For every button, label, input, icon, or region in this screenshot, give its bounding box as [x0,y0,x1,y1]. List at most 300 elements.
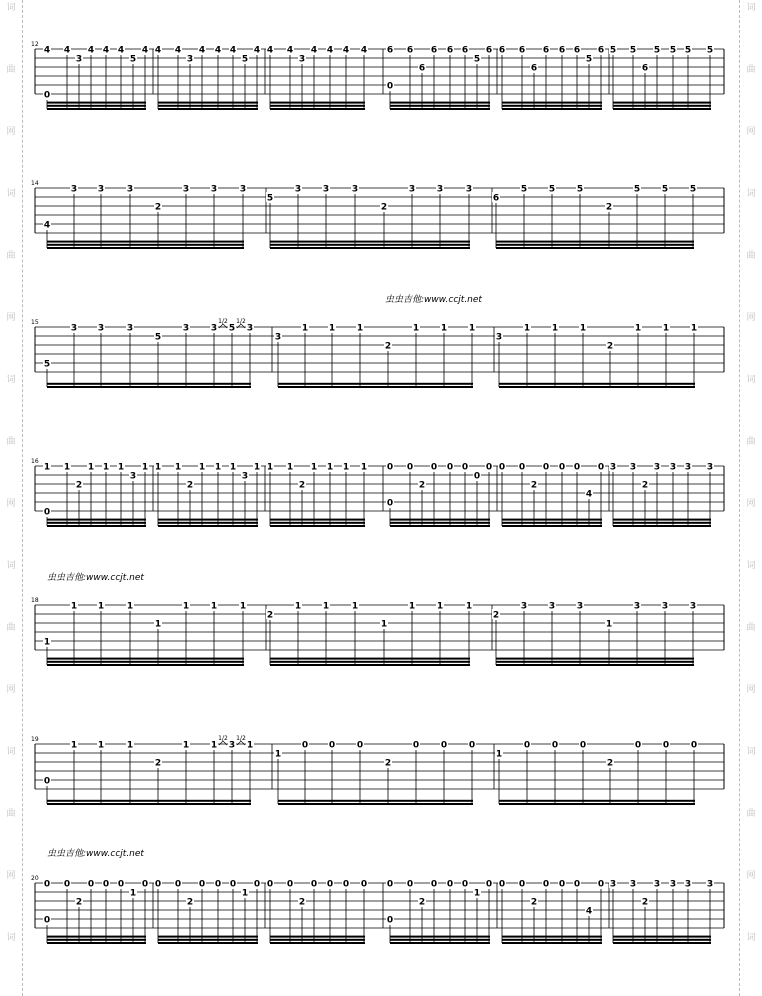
fret-number: 2 [75,897,83,908]
fret-number: 6 [492,193,500,204]
fret-number: 3 [97,323,105,334]
fret-number: 1 [154,619,162,630]
fret-number: 3 [576,601,584,612]
beam [270,658,470,660]
beam [390,105,490,107]
beam [613,102,711,104]
fret-number: 4 [63,45,71,56]
fret-number: 2 [75,480,83,491]
fret-number: 3 [684,879,692,890]
fret-number: 1 [351,601,359,612]
fret-number: 3 [706,462,714,473]
fret-number: 1 [468,323,476,334]
fret-number: 1 [174,462,182,473]
beam [499,803,695,805]
beam [158,942,258,944]
fret-number: 0 [498,879,506,890]
fret-number: 0 [406,462,414,473]
fret-number: 3 [520,601,528,612]
beam [47,664,244,666]
fret-number: 3 [126,184,134,195]
fret-number: 1 [294,601,302,612]
fret-number: 0 [326,879,334,890]
fret-number: 0 [253,879,261,890]
fret-number: 0 [473,471,481,482]
fret-number: 2 [298,480,306,491]
fret-number: 0 [634,740,642,751]
fret-number: 0 [518,879,526,890]
fret-number: 6 [542,45,550,56]
beam [496,247,694,249]
beam [270,939,365,941]
fret-number: 1 [266,462,274,473]
fret-number: 0 [214,879,222,890]
fret-number: 1 [63,462,71,473]
fret-number: 1 [662,323,670,334]
measure-number: 16 [31,458,39,465]
fret-number: 0 [386,81,394,92]
fret-number: 5 [609,45,617,56]
fret-number: 2 [154,758,162,769]
fret-number: 0 [518,462,526,473]
fret-number: 2 [266,610,274,621]
fret-number: 1 [214,462,222,473]
beam [278,383,473,385]
fret-number: 4 [585,489,593,500]
fret-number: 0 [141,879,149,890]
beam [496,661,694,663]
fret-number: 1 [102,462,110,473]
fret-number: 4 [117,45,125,56]
fret-number: 0 [446,462,454,473]
beam [390,525,490,527]
fret-number: 1 [322,601,330,612]
fret-number: 3 [351,184,359,195]
fret-number: 2 [418,897,426,908]
fret-number: 0 [386,915,394,926]
fret-number: 1 [97,740,105,751]
fret-number: 5 [576,184,584,195]
fret-number: 3 [228,740,236,751]
beam [502,105,602,107]
fret-number: 0 [43,915,51,926]
fret-number: 0 [468,740,476,751]
watermark-glyph: 词 [6,561,16,571]
fret-number: 0 [558,879,566,890]
beam [613,522,711,524]
fret-number: 1 [436,601,444,612]
fret-number: 1 [523,323,531,334]
beam [496,244,694,246]
fret-number: 5 [661,184,669,195]
fret-number: 6 [597,45,605,56]
fret-number: 0 [597,879,605,890]
fret-number: 0 [301,740,309,751]
fret-number: 0 [485,879,493,890]
beam [158,525,258,527]
fret-number: 1 [380,619,388,630]
half-note-annotation: 1/2 [236,735,246,742]
watermark-glyph: 网 [746,871,756,881]
watermark-glyph: 曲 [746,809,756,819]
fret-number: 0 [43,879,51,890]
fret-number: 6 [386,45,394,56]
beam [158,108,258,110]
watermark-glyph: 曲 [6,437,16,447]
fret-number: 4 [585,906,593,917]
beam [390,936,490,938]
fret-number: 4 [229,45,237,56]
fret-number: 1 [310,462,318,473]
fret-number: 2 [418,480,426,491]
fret-number: 1 [126,740,134,751]
fret-number: 1 [210,740,218,751]
beam [390,102,490,104]
fret-number: 5 [241,54,249,65]
fret-number: 5 [706,45,714,56]
fret-number: 6 [498,45,506,56]
beam [47,519,146,521]
half-note-annotation: 1/2 [218,318,228,325]
beam [47,244,244,246]
fret-number: 5 [585,54,593,65]
fret-number: 0 [662,740,670,751]
fret-number: 1 [274,749,282,760]
fret-number: 0 [328,740,336,751]
fret-number: 1 [210,601,218,612]
fret-number: 2 [186,480,194,491]
fret-number: 1 [440,323,448,334]
fret-number: 0 [523,740,531,751]
fret-number: 0 [461,462,469,473]
fret-number: 1 [43,462,51,473]
fret-number: 5 [43,359,51,370]
beam [613,108,711,110]
fret-number: 0 [690,740,698,751]
fret-number: 3 [274,332,282,343]
fret-number: 3 [633,601,641,612]
fret-number: 3 [70,323,78,334]
beam [158,522,258,524]
beam [270,664,470,666]
fret-number: 0 [573,462,581,473]
beam [270,247,470,249]
beam [278,803,473,805]
beam [390,939,490,941]
fret-number: 0 [573,879,581,890]
fret-number: 2 [186,897,194,908]
fret-number: 3 [465,184,473,195]
fret-number: 0 [174,879,182,890]
beam [47,942,146,944]
fret-number: 0 [63,879,71,890]
fret-number: 5 [154,332,162,343]
fret-number: 3 [126,323,134,334]
beam [613,942,711,944]
fret-number: 1 [465,601,473,612]
fret-number: 3 [684,462,692,473]
beam [47,525,146,527]
fret-number: 0 [406,879,414,890]
fret-number: 3 [495,332,503,343]
fret-number: 0 [440,740,448,751]
fret-number: 0 [485,462,493,473]
fret-number: 4 [43,220,51,231]
fret-number: 4 [43,45,51,56]
fret-number: 0 [430,462,438,473]
fret-number: 3 [186,54,194,65]
beam [613,936,711,938]
beam [270,522,365,524]
fret-number: 0 [286,879,294,890]
fret-number: 3 [298,54,306,65]
fret-number: 2 [641,897,649,908]
watermark-glyph: 词 [6,747,16,757]
fret-number: 2 [154,202,162,213]
fret-number: 0 [412,740,420,751]
beam [270,105,365,107]
fret-number: 3 [182,323,190,334]
fret-number: 0 [356,740,364,751]
beam [47,522,146,524]
fret-number: 4 [266,45,274,56]
beam [47,661,244,663]
beam [499,386,695,388]
half-note-annotation: 1/2 [218,735,228,742]
beam [270,525,365,527]
measure-number: 15 [31,319,39,326]
beam [47,247,244,249]
beam [270,936,365,938]
fret-number: 3 [70,184,78,195]
beam [158,102,258,104]
fret-number: 4 [154,45,162,56]
fret-number: 0 [43,90,51,101]
beam [502,525,602,527]
watermark-glyph: 网 [746,313,756,323]
fret-number: 1 [326,462,334,473]
fret-number: 2 [298,897,306,908]
watermark-glyph: 网 [746,127,756,137]
measure-number: 18 [31,597,39,604]
fret-number: 1 [87,462,95,473]
site-credit[interactable]: 虫虫吉他:www.ccjt.net [385,295,482,305]
watermark-glyph: 词 [746,375,756,385]
fret-number: 5 [689,184,697,195]
fret-number: 3 [239,184,247,195]
fret-number: 0 [542,879,550,890]
fret-number: 4 [286,45,294,56]
fret-number: 5 [520,184,528,195]
fret-number: 0 [266,879,274,890]
beam [270,241,470,243]
watermark-glyph: 词 [6,189,16,199]
fret-number: 3 [210,184,218,195]
fret-number: 6 [518,45,526,56]
fret-number: 0 [117,879,125,890]
fret-number: 1 [495,749,503,760]
beam [158,939,258,941]
beam [390,108,490,110]
fret-number: 1 [241,888,249,899]
fret-number: 2 [380,202,388,213]
fret-number: 6 [485,45,493,56]
fret-number: 0 [542,462,550,473]
beam [499,383,695,385]
beam [270,244,470,246]
watermark-glyph: 曲 [746,437,756,447]
fret-number: 1 [328,323,336,334]
fret-number: 3 [210,323,218,334]
fret-number: 1 [356,323,364,334]
fret-number: 0 [558,462,566,473]
fret-number: 2 [641,480,649,491]
beam [47,803,251,805]
fret-number: 3 [706,879,714,890]
watermark-glyph: 网 [746,499,756,509]
fret-number: 5 [473,54,481,65]
beam [47,386,251,388]
fret-number: 1 [634,323,642,334]
fret-number: 4 [198,45,206,56]
fret-number: 0 [342,879,350,890]
beam [270,519,365,521]
fret-number: 6 [446,45,454,56]
fret-number: 0 [43,776,51,787]
fret-number: 3 [97,184,105,195]
fret-number: 1 [117,462,125,473]
fret-number: 2 [384,758,392,769]
fret-number: 1 [126,601,134,612]
fret-number: 3 [669,462,677,473]
fret-number: 5 [129,54,137,65]
fret-number: 2 [384,341,392,352]
fret-number: 3 [246,323,254,334]
fret-number: 0 [102,879,110,890]
beam [613,939,711,941]
fret-number: 1 [198,462,206,473]
fret-number: 3 [661,601,669,612]
watermark-glyph: 曲 [746,65,756,75]
fret-number: 3 [669,879,677,890]
fret-number: 1 [239,601,247,612]
fret-number: 0 [461,879,469,890]
fret-number: 4 [141,45,149,56]
watermark-glyph: 网 [6,871,16,881]
fret-number: 0 [43,507,51,518]
fret-number: 4 [310,45,318,56]
fret-number: 1 [229,462,237,473]
fret-number: 1 [97,601,105,612]
fret-number: 5 [669,45,677,56]
beam [613,105,711,107]
fret-number: 1 [141,462,149,473]
beam [47,105,146,107]
fret-number: 6 [573,45,581,56]
fret-number: 3 [609,462,617,473]
fret-number: 0 [386,879,394,890]
measure-number: 19 [31,736,39,743]
fret-number: 6 [406,45,414,56]
beam [47,102,146,104]
fret-number: 4 [360,45,368,56]
fret-number: 3 [75,54,83,65]
fret-number: 3 [653,879,661,890]
fret-number: 0 [360,879,368,890]
fret-number: 4 [102,45,110,56]
fret-number: 2 [605,202,613,213]
measure-number: 14 [31,180,39,187]
watermark-glyph: 曲 [6,65,16,75]
fret-number: 1 [605,619,613,630]
site-credit[interactable]: 虫虫吉他:www.ccjt.net [47,573,144,583]
fret-number: 1 [43,637,51,648]
beam [499,800,695,802]
fret-number: 3 [294,184,302,195]
fret-number: 1 [301,323,309,334]
fret-number: 0 [551,740,559,751]
beam [270,942,365,944]
site-credit[interactable]: 虫虫吉他:www.ccjt.net [47,849,144,859]
watermark-glyph: 词 [6,375,16,385]
watermark-glyph: 词 [746,561,756,571]
watermark-glyph: 词 [746,189,756,199]
fret-number: 0 [386,498,394,509]
fret-number: 1 [182,740,190,751]
beam [158,936,258,938]
fret-number: 4 [174,45,182,56]
beam [390,942,490,944]
fret-number: 5 [633,184,641,195]
sub-beam [214,383,232,384]
fret-number: 3 [609,879,617,890]
beam [270,108,365,110]
beam [502,939,602,941]
fret-number: 1 [286,462,294,473]
fret-number: 2 [606,758,614,769]
fret-number: 2 [606,341,614,352]
beam [496,664,694,666]
watermark-glyph: 网 [6,685,16,695]
fret-number: 0 [386,462,394,473]
fret-number: 3 [548,601,556,612]
fret-number: 0 [430,879,438,890]
beam [278,386,473,388]
watermark-glyph: 词 [746,933,756,943]
fret-number: 1 [408,601,416,612]
beam [390,519,490,521]
beam [502,102,602,104]
fret-number: 4 [87,45,95,56]
fret-number: 4 [342,45,350,56]
beam [47,108,146,110]
fret-number: 4 [326,45,334,56]
fret-number: 0 [87,879,95,890]
fret-number: 5 [228,323,236,334]
fret-number: 6 [641,63,649,74]
measure-number: 12 [31,41,39,48]
fret-number: 1 [342,462,350,473]
fret-number: 2 [492,610,500,621]
fret-number: 3 [241,471,249,482]
fret-number: 3 [408,184,416,195]
fret-number: 3 [436,184,444,195]
fret-number: 0 [579,740,587,751]
fret-number: 0 [229,879,237,890]
fret-number: 1 [129,888,137,899]
fret-number: 5 [266,193,274,204]
half-note-annotation: 1/2 [236,318,246,325]
